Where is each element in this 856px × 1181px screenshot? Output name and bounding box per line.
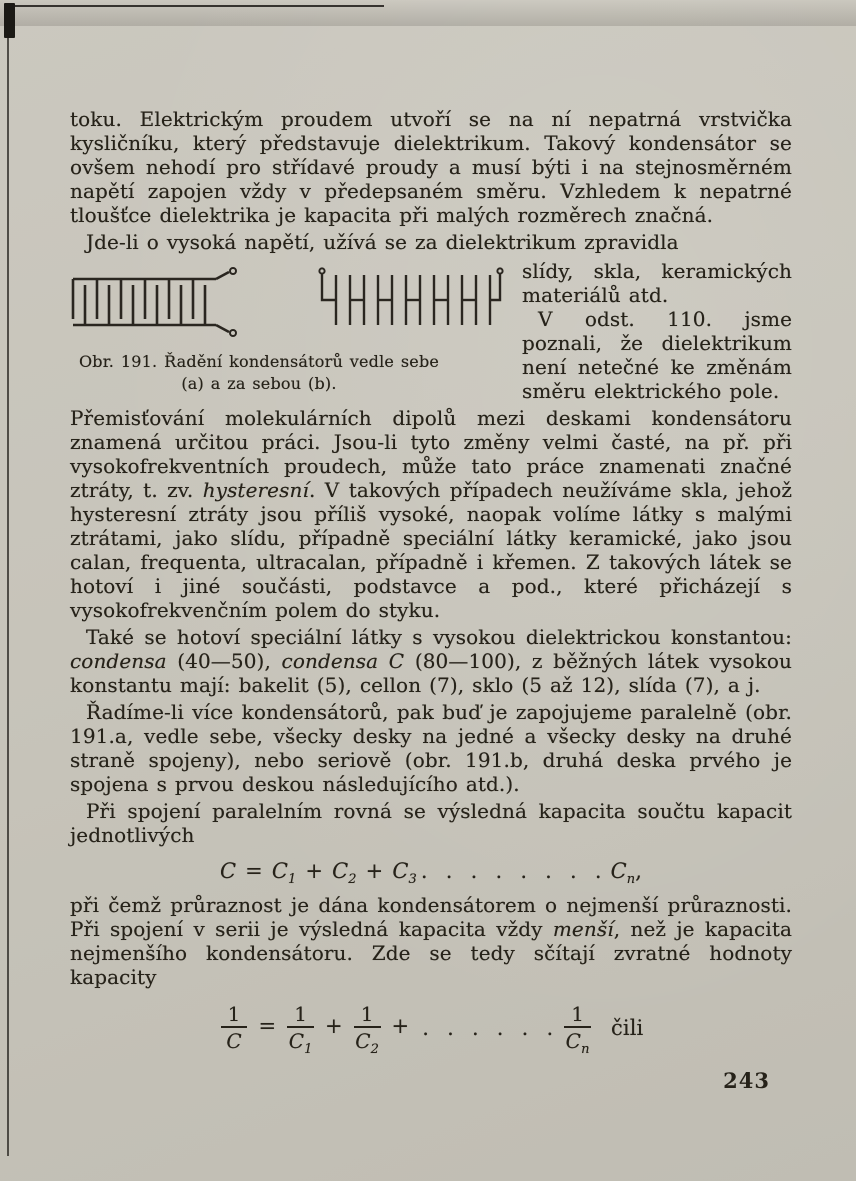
math-term: C [610,859,627,883]
math-subscript: 1 [288,872,297,888]
math-subscript: n [581,1042,590,1057]
figure-caption-line1: Obr. 191. Řadění kondensátorů vedle sebe [78,352,440,371]
figure-191 [70,259,522,403]
math-fraction: $\frac{1}{C_2}$ [355,1002,380,1057]
math-fraction: $\frac{1}{C_1}$ [288,1002,313,1057]
math-subscript: 3 [408,872,417,888]
paragraph-oxide-dielectric: toku. Elektrickým proudem utvoří se na ní nepatrná vrstvička kysličníku, který představuje dielektrikum. Takový kondensátor se ovšem nehodí pro střídavé proudy a musí býti i na stejnosměrném napětí zapojen vždy v předepsaném směru. Vzhledem k nepatrné tloušťce dielektrika je kapacita při malých rozměrech značná. [70,107,792,227]
figure-caption-line2: (a) a za sebou (b). [181,374,337,393]
paragraph-breakdown-series: při čemž průraznost je dána kondensátorem o nejmenší průraznosti. Při spojení v serii je výsledná kapacita vždy menší, než je kapacita nejmenšího kondensátoru. Zde se tedy sčítají zvratné hodnoty kapacity [70,893,793,989]
math-subscript: 1 [304,1042,313,1057]
math-equals: = [258,1014,277,1038]
scan-bottom-shadow [0,0,856,26]
scan-corner-mark [4,3,15,38]
paragraph-odst-110: V odst. 110. jsme poznali, že dielektrikum není netečné ke změnám směru elektrického pole. [522,307,792,403]
scan-left-edge-line [7,34,9,1156]
math-subscript: 2 [370,1042,380,1057]
paragraph-hysteresis-losses: Přemisťování molekulárních dipolů mezi deskami kondensátoru znamená určitou práci. Jsou-li tyto změny velmi časté, na př. při vysokofrekventních proudech, může tato práce znamenati značné ztráty, t. zv. hysteresní. V takových případech neužíváme skla, jehož hysteresní ztráty jsou příliš vysoké, naopak volíme látky s malými ztrátami, jako slídu, případně speciální látky keramické, jako jsou calan, frequenta, ultracalan, případně i křemen. Z takových látek se hotoví i jiné součásti, podstavce a pod., které přicházejí s vysokofrekvenčním polem do styku. [70,406,793,622]
wrap-text-column [522,259,792,403]
math-plus: + [391,1014,410,1038]
math-plus: + [325,1014,343,1038]
formula-series-capacitance [70,1002,792,1057]
paragraph-dielectric-materials: slídy, skla, keramických materiálů atd. [522,259,792,307]
math-subscript: n [626,872,636,888]
math-term: C [271,859,289,883]
math-ellipsis: . . . . . . [422,1015,559,1040]
figure-191-diagrams [70,263,522,341]
paragraph-condensa-constants: Také se hotoví speciální látky s vysokou dielektrickou konstantou: condensa (40—50), condensa C (80—100), z běžných látek vysokou konstantu mají: bakelit (5), cellon (7), sklo (5 až 12), slída (7), a j. [70,625,792,697]
math-equals: = [245,859,263,883]
parallel-capacitors-diagram [70,263,240,341]
page-number: 243 [723,1068,770,1093]
paragraph-high-voltage-intro: Jde-li o vysoká napětí, užívá se za dielektrikum zpravidla [86,230,679,254]
scan-top-edge-line [12,5,384,7]
math-plus: + [365,859,384,883]
math-lhs: C [220,859,237,883]
formula-parallel-capacitance [70,857,792,888]
math-fraction: $\frac{1}{C}$ [221,1003,248,1052]
math-comma: , [635,859,642,883]
paragraph-parallel-series-wiring: Řadíme-li více kondensátorů, pak buď je zapojujeme paralelně (obr. 191.a, vedle sebe, všecky desky na jedné a všecky desky na druhé straně spojeny), nebo seriově (obr. 191.b, druhá deska prvého je spojena s prvou deskou následujícího atd.). [70,700,792,796]
math-fraction: $\frac{1}{C_n}$ [565,1002,590,1057]
math-term: C [332,859,349,883]
paragraph-parallel-sum-intro: Při spojení paralelním rovná se výsledná kapacita součtu kapacit jednotlivých [70,799,792,847]
math-ellipsis: . . . . . . . . [420,859,607,883]
page-content [70,104,792,1060]
figure-caption [70,351,448,395]
figure-and-wrap-text-row [70,259,792,403]
series-capacitors-diagram [312,263,508,333]
math-plus: + [305,859,324,883]
math-subscript: 2 [348,872,357,888]
math-term: C [392,859,409,883]
math-suffix-word: čili [611,1015,644,1040]
